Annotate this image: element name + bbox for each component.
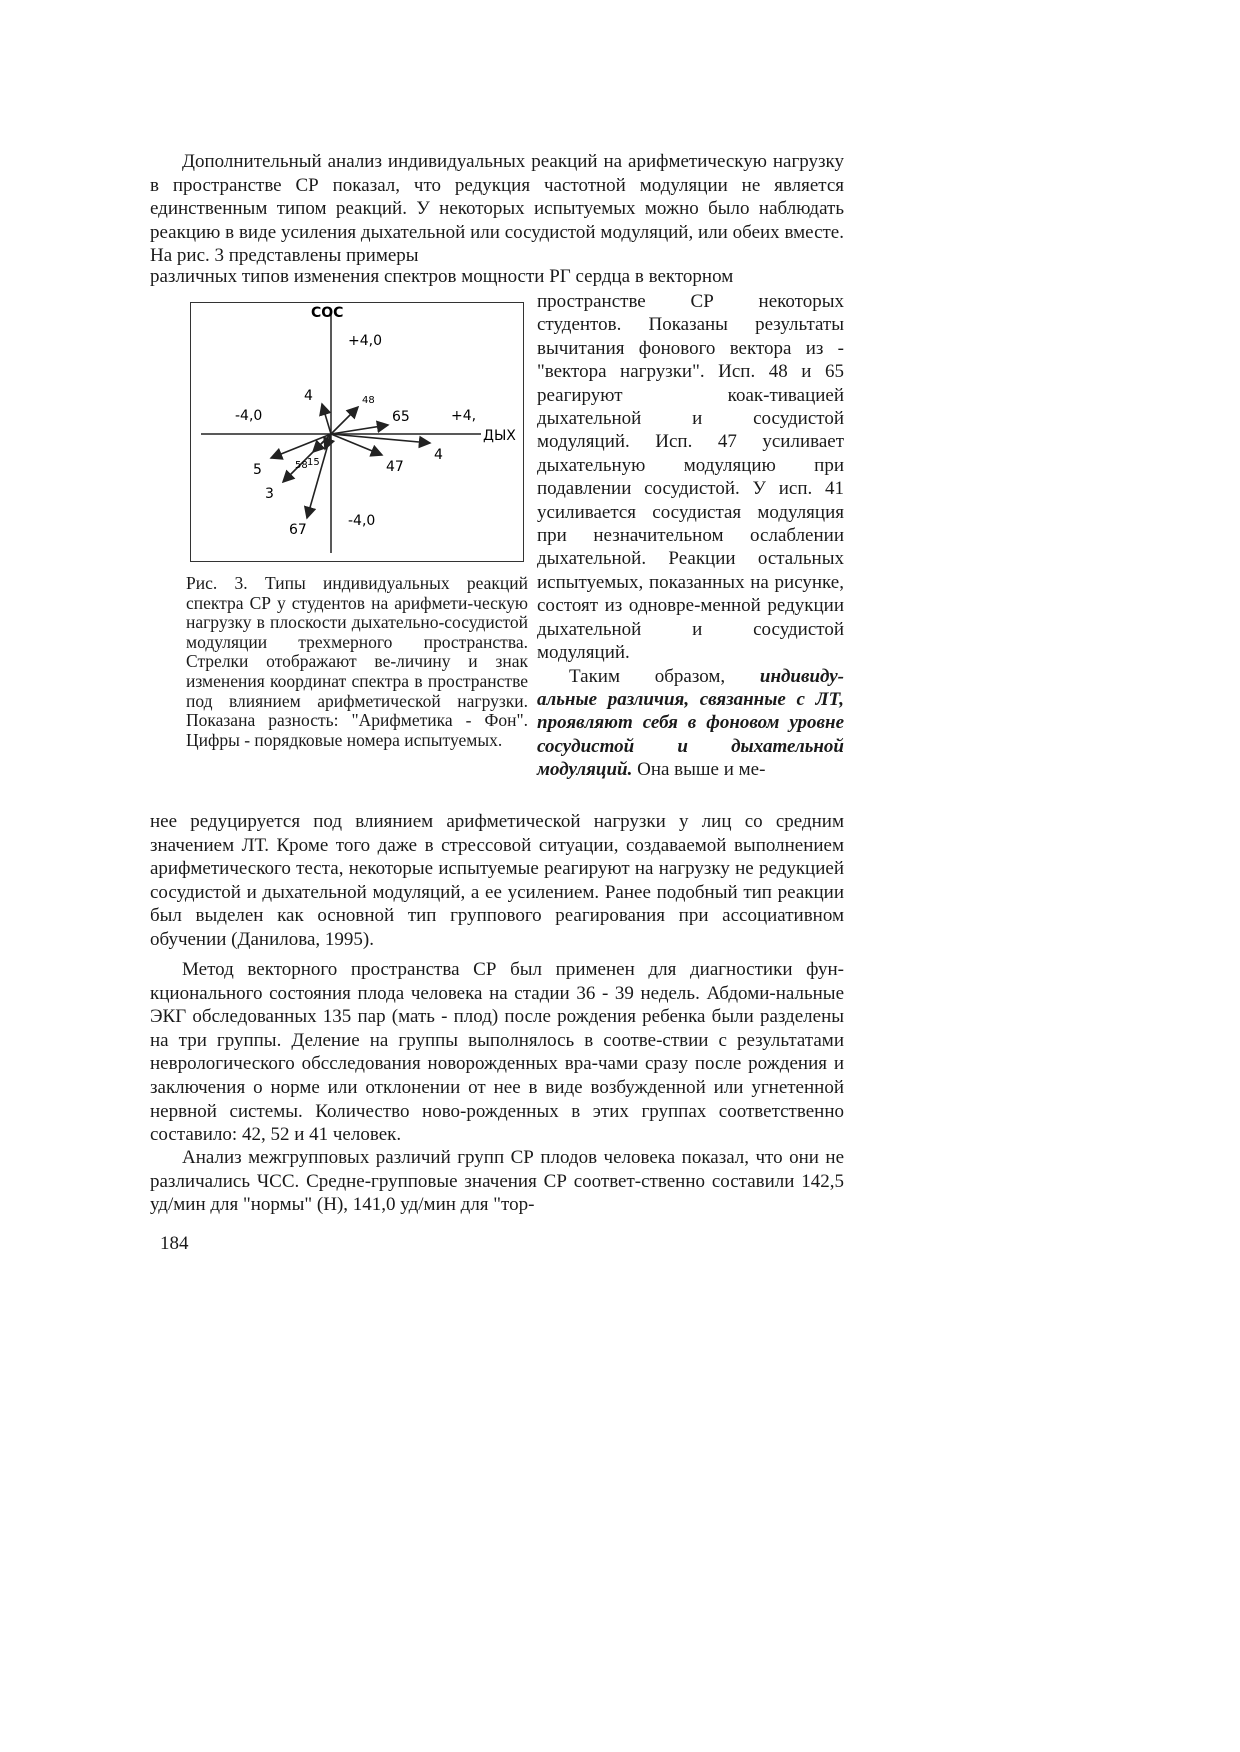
x-pos-tick: +4,: [451, 408, 477, 424]
y-neg-tick: -4,0: [348, 513, 376, 529]
vector-label: 15: [307, 457, 320, 468]
vector-label: 3: [265, 486, 274, 502]
figure-caption: Рис. 3. Типы индивидуальных реакций спектра СР у студентов на арифмети-ческую нагрузку в плоскости дыхательно-сосудистой модуляции трехмерного пространства. Стрелки отображают ве-личину и знак изменения координат спектра в пространстве под влиянием арифметической нагрузки. Показана разность: "Арифметика - Фон". Цифры - порядковые номера испытуемых.: [186, 573, 528, 750]
y-pos-tick: +4,0: [348, 333, 382, 349]
right-column-para1: пространстве СР некоторых студентов. Показаны результаты вычитания фонового вектора из - "вектора нагрузки". Исп. 48 и 65 реагируют коак-тивацией дыхательной и сосудистой модуляций. Исп. 47 усиливает дыхательную модуляцию при подавлении сосудистой. У исп. 41 усиливается сосудистая модуляция при незначительном ослаблении дыхательной. Реакции остальных испытуемых, показанных на рисунке, состоят из одновре-менной редукции дыхательной и сосудистой модуляций.: [537, 291, 844, 664]
figure-vector-plot: [190, 302, 524, 562]
paragraph-analysis: Анализ межгрупповых различий групп СР плодов человека показал, что они не различались ЧСС. Средне-групповые значения СР соответ-ственно составили 142,5 уд/мин для "нормы" (Н), 141,0 уд/мин для "тор-: [150, 1147, 844, 1216]
vector-label: 58: [295, 460, 308, 471]
vector-label: 67: [289, 522, 307, 538]
paragraph-intro-last-line: различных типов изменения спектров мощности РГ сердца в векторном: [150, 266, 734, 287]
paragraph-method: Метод векторного пространства СР был применен для диагностики фун-кционального состояния плода человека на стадии 36 - 39 недель. Абдоми-нальные ЭКГ обследованных 135 пар (мать - плод) после рождения ребенка были разделены на три группы. Деление на группы выполнялось в соотве-ствии с результатами неврологического обсследования новорожденных вра-чами сразу после рождения и заключения о норме или отклонении от нее в виде возбужденной или угнетенной нервной системы. Количество ново-рожденных в этих группах соответственно составило: 42, 52 и 41 человек.: [150, 959, 844, 1146]
right-column-lead: Таким образом,: [569, 665, 726, 687]
vector-arrow: [322, 404, 331, 434]
vector-label: 4: [304, 388, 313, 404]
right-column-text: [537, 290, 844, 782]
vector-plot-svg: [191, 303, 523, 561]
paragraph-intro: Дополнительный анализ индивидуальных реакций на арифметическую нагрузку в пространстве СР показал, что редукция частотной модуляции не является единственным типом реакций. У некоторых испытуемых можно было наблюдать реакцию в виде усиления дыхательной или сосудистой модуляций, или обеих вместе. На рис. 3 представлены примеры: [150, 151, 844, 267]
vector-label: 48: [362, 395, 375, 406]
x-axis-label: ДЫХ: [483, 428, 516, 444]
vector-label: 5: [253, 462, 262, 478]
right-column-italic: индивиду-альные различия, связанные с ЛТ, проявляют себя в фоновом уровне сосудистой и дыхательной модуляций.: [537, 665, 844, 781]
vector-label: 47: [386, 459, 404, 475]
vector-label: 4: [434, 447, 443, 463]
y-axis-label: СОС: [311, 305, 344, 321]
vector-arrow: [331, 434, 430, 443]
right-column-tail: Она выше и ме-: [637, 759, 766, 781]
paragraph-continued: нее редуцируется под влиянием арифметической нагрузки у лиц со средним значением ЛТ. Кроме того даже в стрессовой ситуации, создаваемой выполнением арифметического теста, некоторые испытуемые реагируют на нагрузку не редукцией сосудистой и дыхательной модуляций, а ее усилением. Ранее подобный тип реакции был выделен как основной тип группового реагирования при ассоциативном обучении (Данилова, 1995).: [150, 811, 844, 950]
page-number: 184: [160, 1233, 189, 1254]
vector-arrow: [271, 434, 331, 458]
x-neg-tick: -4,0: [235, 408, 263, 424]
vector-label: 65: [392, 409, 410, 425]
